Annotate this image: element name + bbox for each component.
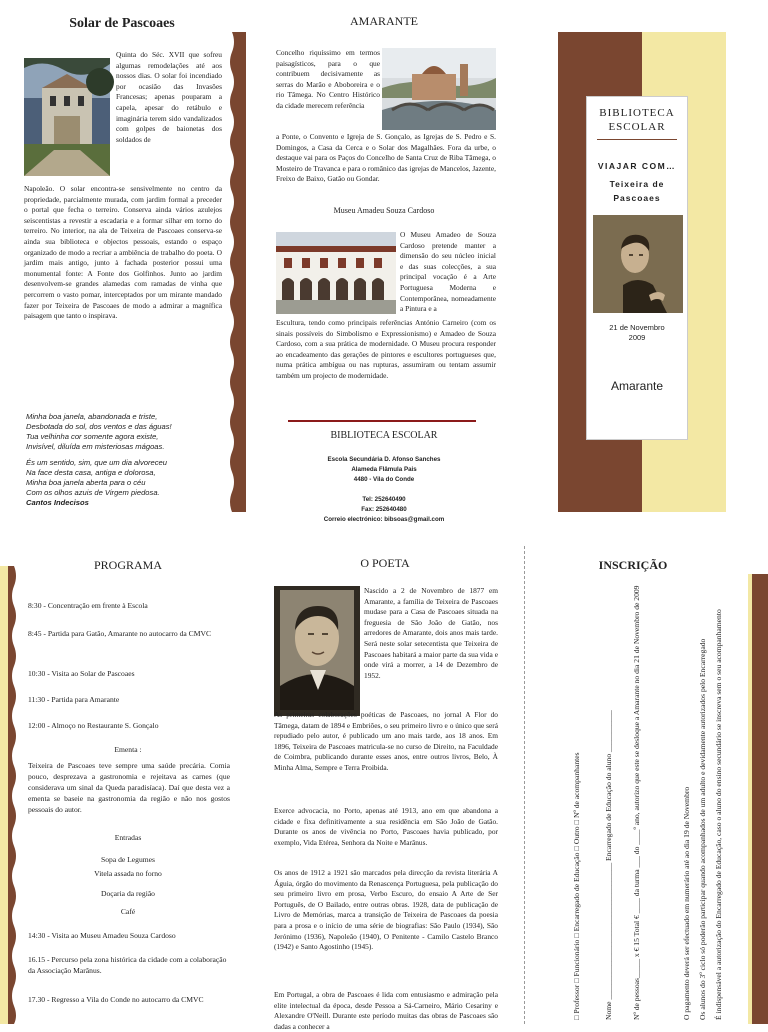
solar-title: Solar de Pascoaes xyxy=(69,16,175,31)
form-line-3[interactable]: Nº de pessoas_____ x € 15 Total € ____ da turma ___ do ____º ano, autorizo que este se desloque a Amarante no dia 21 de Novembro de 2009 xyxy=(632,585,641,1020)
museum-photo xyxy=(276,232,396,314)
cut-line xyxy=(524,546,525,1024)
menu-item: Doçaria da região xyxy=(101,889,155,898)
cover-subtitle: VIAJAR COM… xyxy=(597,161,677,171)
email: Correio electrónico: bibsoas@gmail.com xyxy=(323,516,445,523)
address-line: 4480 - Vila do Conde xyxy=(353,476,415,483)
poem-line: Na face desta casa, antiga e dolorosa, xyxy=(26,468,156,477)
menu-item: Café xyxy=(120,907,136,916)
cover-title-1: BIBLIOTECA xyxy=(599,107,675,119)
address-line: Escola Secundária D. Afonso Sanches xyxy=(327,456,441,463)
poeta-p4: Em Portugal, a obra de Pascoaes é lida com entusiasmo e admiração pela elite intelectual da época, desde Pessoa a Sá-Carneiro, Mário Cesariny e Alexandre O'Neill. Durante este período muitas das obras de Pascoaes são dadas a conhecer a xyxy=(274,990,498,1031)
poeta-p2: Exerce advocacia, no Porto, apenas até 1913, ano em que abandona a cidade e fixa definitivamente a sua residência em São João de Gatão. Durante os anos de vivência no Porto, Pascoaes havia publicado, por exemplo, Vida Etérea, Senhora da Noite e Marânus. xyxy=(274,806,498,847)
menu-item: Entradas xyxy=(114,833,142,842)
poem-line: És um sentido, sim, que um dia alvoreceu xyxy=(26,458,167,467)
library-title: BIBLIOTECA ESCOLAR xyxy=(330,430,438,441)
form-line-5: Os alunos do 3º ciclo só poderão participar quando acompanhados de um adulto e devidamente autorizados pelo Encarregado xyxy=(698,638,707,1020)
program-item: 16.15 - Percurso pela zona histórica da cidade com a colaboração da Associação Marânus. xyxy=(28,955,227,975)
program-item: 11:30 - Partida para Amarante xyxy=(28,695,120,704)
panel-inscricao xyxy=(528,550,768,1024)
program-item: 10:30 - Visita ao Solar de Pascoaes xyxy=(28,669,135,678)
solar-intro: Quinta do Séc. XVII que sofreu algumas remodelações até aos nossos dias. O solar foi incendiado por ocasião das Invasões Francesas; apenas pouparam a capela, apesar do retábulo e imaginária terem sido vandalizados com golpes de baionetas dos soldados de xyxy=(116,50,222,144)
solar-poem xyxy=(26,412,222,508)
amarante-photo xyxy=(382,48,496,130)
poem-line: Com os olhos azuis de Virgem piedosa. xyxy=(26,488,160,497)
solar-photo xyxy=(24,58,110,176)
ementa-text: Teixeira de Pascoaes teve sempre uma saúde precária. Comia pouco, desprezava a gastronomia e rejeitava as carnes (que considerava um sinal da Queda paradisíaca). Daí que desta vez a ementa se baseie na gastronomia da região e não nos gostos pessoais do autor. xyxy=(28,761,230,814)
program-item: 17.30 - Regresso a Vila do Conde no autocarro da CMVC xyxy=(28,995,204,1004)
poem-line: Minha boa janela, abandonada e triste, xyxy=(26,412,158,421)
menu-item: Sopa de Legumes xyxy=(101,855,155,864)
ementa-title: Ementa : xyxy=(114,745,142,754)
poem-line: Tua velhinha cor somente agora existe, xyxy=(26,432,159,441)
cover-name-1: Teixeira de xyxy=(609,179,665,189)
form-line-2[interactable]: Nome ____________________________________ Encarregado de Educação do aluno ___________ xyxy=(604,710,613,1020)
address-line: Alameda Flâmula Pais xyxy=(351,466,417,473)
cover-name-2: Pascoaes xyxy=(613,193,661,203)
cover-rule xyxy=(597,139,677,140)
amarante-body: a Ponte, o Convento e Igreja de S. Gonçalo, as Igrejas de S. Pedro e S. Domingos, a Casa da Cerca e o Solar dos Magalhães. Fora da urbe, o destaque vai para os Paços do Concelho de Santa Cruz de Riba Tâmega, o Mosteiro de Travanca e para o românico das igrejas de Mancelos, Jazente, Freixo de Baixo, Gatão ou Gondar. xyxy=(276,132,496,184)
cover-title-2: ESCOLAR xyxy=(608,121,666,133)
cover-place: Amarante xyxy=(610,379,664,393)
poeta-title: O POETA xyxy=(360,556,410,570)
tel: Tel: 252640490 xyxy=(362,496,406,503)
form-line-6: É indispensável a autorização do Encarregado de Educação, caso o aluno do ensino secundário se inscreva sem o seu acompanhamento xyxy=(714,609,723,1020)
cover-date-1: 21 de Novembro xyxy=(609,323,665,332)
solar-body: Napoleão. O solar encontra-se sensivelmente no centro da propriedade, parcialmente murada, com jardim formal a preceder o portal que fecha o terreiro. Conserva ainda vários azulejos seiscentistas a revestir a escadaria e a formar silhar em torno do terreiro. No interior, na ala de Teixeira de Pascoaes conserva-se ainda sua biblioteca e objectos pessoais, estando o espaço organizado de modo a recriar a ambiência de trabalho do poeta. O jardim mais antigo, junto à fachada posterior possui uma monumental fonte: A Fonte dos Golfinhos. Junto ao jardim desenvolvem-se grandes alamedas com ramadas de vinha que percorrem o vasto pomar, interceptados por um mirante mandado fazer por Teixeira de Pascoaes de modo a admirar a magnífica paisagem que tanto o inspirava. xyxy=(24,184,222,321)
right-brown-stripe xyxy=(752,574,768,1024)
cover-card xyxy=(586,96,688,440)
museum-intro: O Museu Amadeo de Souza Cardoso pretende manter a dimensão do seu núcleo inicial e das suas colecções, a sua principal vocação é a Arte Portuguesa Moderna e Contemporânea, nomeadamente a Pintura e a xyxy=(400,230,496,314)
poem-line: Minha boa janela aberta para o céu xyxy=(26,478,146,487)
amarante-intro: Concelho riquíssimo em termos paisagísticos, para o que contribuem decisivamente as serras do Marão e Aboboreira e o rio Tâmega. No Centro Histórico da cidade merecem referência xyxy=(276,48,380,110)
panel-poeta xyxy=(270,550,500,1031)
poeta-p3: Os anos de 1912 a 1921 são marcados pela direcção da revista literária A Águia, órgão do movimento da Renascença Portuguesa, pela publicação do seu primeiro livro em prosa, Verbo Escuro, do ensaio A Arte de Ser Português, de O Bailado, entre outras obras. 1928, data de publicação de Livro de Memórias, marca a transição de Teixeira de Pascoaes da poesia para a prosa e o início de uma série de biografias: São Paulo (1934), São Jerónimo (1936), Napoleão (1940), O Penitente - Camilo Castelo Branco (1942) e Santo Agostinho (1945). xyxy=(274,868,498,952)
panel-amarante xyxy=(272,8,496,528)
cover-date-2: 2009 xyxy=(628,333,646,342)
amarante-title: AMARANTE xyxy=(350,14,418,28)
inscricao-title: INSCRIÇÃO xyxy=(598,558,668,572)
panel-solar xyxy=(22,10,222,515)
programa-title: PROGRAMA xyxy=(93,558,162,572)
program-item: 14:30 - Visita ao Museu Amadeu Souza Cardoso xyxy=(28,931,176,940)
poem-line: Invisível, diluída em misteriosas mágoas. xyxy=(26,442,165,451)
form-line-1[interactable]: □ Professor □ Funcionário □ Encarregado de Educação □ Outro □ Nº de acompanhantes xyxy=(572,752,581,1020)
program-item: 12:00 - Almoço no Restaurante S. Gonçalo xyxy=(28,721,159,730)
divider-stripe xyxy=(228,32,248,512)
panel-programa xyxy=(0,550,250,1024)
fax: Fax: 252640480 xyxy=(361,506,407,513)
museum-body: Escultura, tendo como principais referências António Carneiro (com os sinais possíveis do Simbolismo e Expressionismo) e Amadeo de Souza Cardoso, com a sua prática de modernidade. O Museu procura responder ao encadeamento das gerações de pintores e escultores portugueses que, numa prática ambígua ou nas rupturas, assumiram ou tentam assumir também um projecto de modernidade. xyxy=(276,318,496,380)
divider-line xyxy=(288,420,476,422)
program-item: 8:30 - Concentração em frente à Escola xyxy=(28,601,148,610)
form-line-4: O pagamento deverá ser efectuado em numerário até ao dia 19 de Novembro xyxy=(682,786,691,1020)
poem-line: Desbotada do sol, dos ventos e das águas! xyxy=(26,422,172,431)
poem-source: Cantos Indecisos xyxy=(26,498,89,507)
portrait-photo xyxy=(593,215,683,313)
poeta-body: As primeiras colaborações poéticas de Pascoaes, no jornal A Flor do Tâmega, datam de 1894 e Embriões, o seu primeiro livro e o único que será repudiado pelo autor, é publicado um ano mais tarde, aos 18 anos. Em 1896, Teixeira de Pascoaes matricula-se no curso de Direito, na Faculdade de Coimbra, publicando durante esses anos, entre outros livros, Belo, À Minha Alma, Sempre e Terra Proibida. xyxy=(274,710,498,772)
poet-photo xyxy=(274,586,360,716)
program-item: 8:45 - Partida para Gatão, Amarante no autocarro da CMVC xyxy=(28,629,212,638)
poeta-intro: Nascido a 2 de Novembro de 1877 em Amarante, a família de Teixeira de Pascoaes mudase para a Casa de Pascoaes situada na freguesia de São João de Gatão, nos arredores de Amarante, dois anos mais tarde. Será neste solar setecentista que Teixeira de Pascoaes habitará a maior parte da sua vida e onde virá a morrer, a 14 de Dezembro de 1952. xyxy=(364,586,498,680)
museum-title: Museu Amadeu Souza Cardoso xyxy=(333,206,435,215)
menu-item: Vitela assada no forno xyxy=(94,869,162,878)
